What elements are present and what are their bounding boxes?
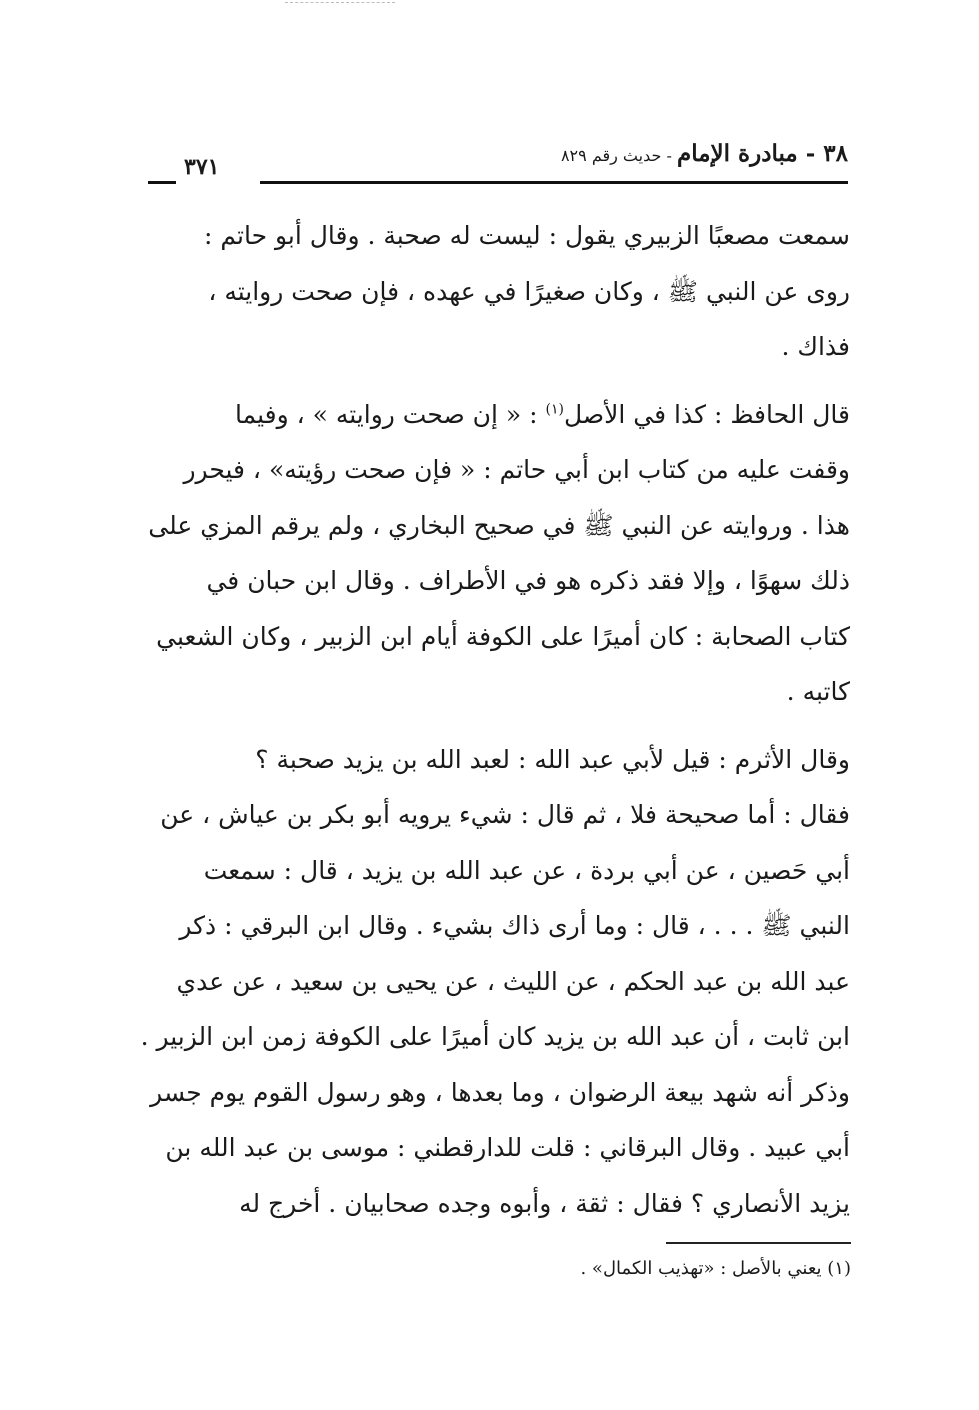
text-line: قال الحافظ : كذا في الأصل$^{(١)}$ : « إن صحت روايته » ، وفيما	[235, 399, 850, 429]
text-line: هذا . وروايته عن النبي ﷺ في صحيح البخاري ، ولم يرقم المزي على	[148, 510, 850, 540]
text-line: وقفت عليه من كتاب ابن أبي حاتم : « فإن صحت رؤيته» ، فيحرر	[183, 455, 850, 484]
text-line: سمعت مصعبًا الزبيري يقول : ليست له صحبة . وقال أبو حاتم :	[204, 221, 850, 250]
text-line: عبد الله بن عبد الحكم ، عن الليث ، عن يحيى بن سعيد ، عن عدي	[176, 966, 850, 996]
text-line: روى عن النبي ﷺ ، وكان صغيرًا في عهده ، فإن صحت روايته ،	[208, 276, 850, 306]
running-header	[148, 140, 848, 188]
text-line: فذاك .	[781, 332, 850, 361]
chapter-title-text: ٣٨ - مبادرة الإمام	[676, 140, 848, 167]
body-text	[140, 208, 850, 1231]
text-line: كاتبه .	[786, 677, 850, 706]
page-number-rule	[148, 181, 176, 184]
text-line: يزيد الأنصاري ؟ فقال : ثقة ، وأبوه وجده صحابيان . أخرج له	[239, 1188, 850, 1218]
text-line: أبي حَصين ، عن أبي بردة ، عن عبد الله بن يزيد ، قال : سمعت	[203, 855, 850, 885]
text-line: ابن ثابت ، أن عبد الله بن يزيد كان أميرًا على الكوفة زمن ابن الزبير .	[140, 1022, 850, 1051]
footnote-ref: (١)	[545, 401, 564, 418]
text-line: فقال : أما صحيحة فلا ، ثم قال : شيء يرويه أبو بكر بن عياش ، عن	[160, 800, 850, 829]
page-number: ٣٧١	[184, 154, 220, 180]
footnote: (١) يعني بالأصل : «تهذيب الكمال» .	[580, 1258, 851, 1279]
text-line: أبي عبيد . وقال البرقاني : قلت للدارقطني : موسى بن عبد الله بن	[165, 1133, 850, 1162]
paragraph-3	[140, 732, 850, 1232]
text-line: وقال الأثرم : قيل لأبي عبد الله : لعبد الله بن يزيد صحبة ؟	[255, 744, 850, 774]
paragraph-2	[140, 387, 850, 720]
header-rule	[260, 181, 848, 184]
text-line: النبي ﷺ . . . ، قال : وما أرى ذاك بشيء . وقال ابن البرقي : ذكر	[179, 911, 850, 940]
scan-artifact	[285, 2, 395, 7]
text-line: ذلك سهوًا ، وإلا فقد ذكره هو في الأطراف . وقال ابن حبان في	[206, 566, 850, 595]
text-line: كتاب الصحابة : كان أميرًا على الكوفة أيام ابن الزبير ، وكان الشعبي	[156, 621, 850, 651]
chapter-title	[561, 140, 848, 167]
text-line: وذكر أنه شهد بيعة الرضوان ، وما بعدها ، وهو رسول القوم يوم جسر	[150, 1077, 850, 1107]
paragraph-1	[140, 208, 850, 375]
hadith-number: - حديث رقم ٨٢٩	[560, 146, 677, 165]
footnote-separator	[666, 1242, 851, 1244]
